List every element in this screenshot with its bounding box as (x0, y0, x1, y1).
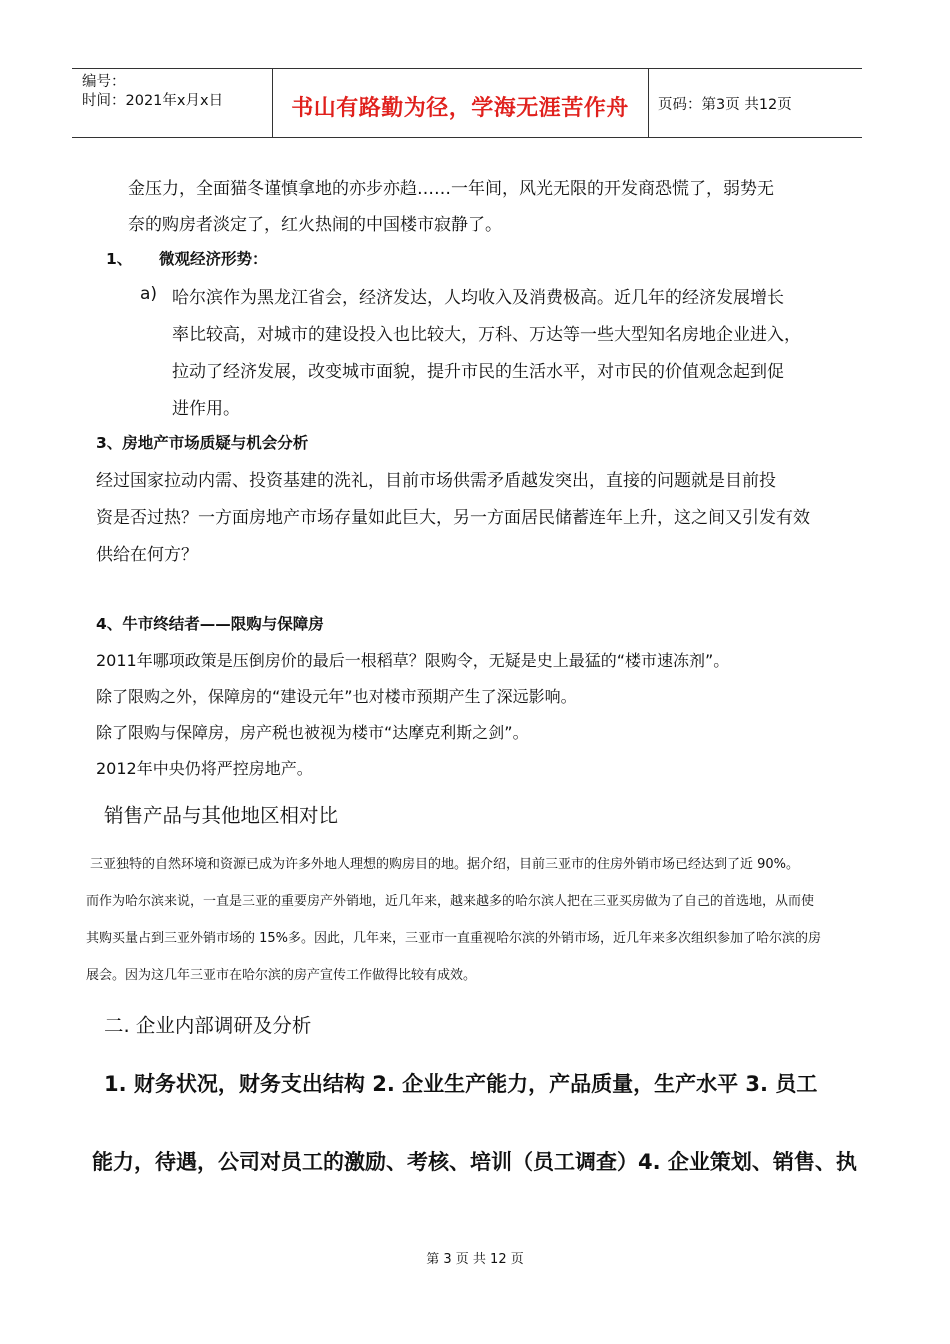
list-item-line: 进作用。 (172, 399, 240, 419)
paragraph-line: 2012年中央仍将严控房地产。 (96, 759, 313, 778)
document-number-label: 编号： (82, 74, 126, 90)
paragraph-line: 资是否过热？一方面房地产市场存量如此巨大，另一方面居民储蓄连年上升，这之间又引发有效 (96, 508, 810, 528)
section-heading: 3、房地产市场质疑与机会分析 (96, 434, 309, 452)
paragraph-line: 其购买量占到三亚外销市场的 15%多。因此，几年来，三亚市一直重视哈尔滨的外销市场，近几年来多次组织参加了哈尔滨的房 (86, 931, 822, 946)
page-footer: 第 3 页 共 12 页 (426, 1252, 524, 1267)
list-item-line: 拉动了经济发展，改变城市面貌，提升市民的生活水平，对市民的价值观念起到促 (172, 362, 784, 382)
paragraph-line: 2011年哪项政策是压倒房价的最后一根稻草？限购令，无疑是史上最猛的“楼市速冻剂”。 (96, 651, 730, 670)
list-item-line: 哈尔滨作为黑龙江省会，经济发达，人均收入及消费极高。近几年的经济发展增长 (172, 288, 784, 308)
section-heading: 销售产品与其他地区相对比 (104, 804, 339, 827)
paragraph-line: 能力，待遇，公司对员工的激励、考核、培训（员工调查）4. 企业策划、销售、执 (92, 1150, 857, 1174)
paragraph-line: 而作为哈尔滨来说，一直是三亚的重要房产外销地，近几年来，越来越多的哈尔滨人把在三亚买房做为了自己的首选地，从而使 (86, 894, 815, 909)
paragraph-line: 1. 财务状况，财务支出结构 2. 企业生产能力，产品质量，生产水平 3. 员工 (104, 1072, 818, 1096)
list-marker: a) (140, 284, 158, 304)
paragraph-line: 除了限购之外，保障房的“建设元年”也对楼市预期产生了深远影响。 (96, 687, 577, 706)
paragraph-line: 三亚独特的自然环境和资源已成为许多外地人理想的购房目的地。据介绍，目前三亚市的住房外销市场已经达到了近 90%。 (90, 857, 800, 872)
paragraph-line: 展会。因为这几年三亚市在哈尔滨的房产宣传工作做得比较有成效。 (86, 968, 477, 983)
list-item-line: 率比较高，对城市的建设投入也比较大，万科、万达等一些大型知名房地企业进入， (172, 325, 801, 345)
section-heading: 4、牛市终结者——限购与保障房 (96, 615, 324, 633)
section-heading: 微观经济形势： (159, 250, 268, 268)
header-meta (82, 73, 223, 111)
header-page-number: 页码：第3页 共12页 (658, 97, 792, 113)
paragraph-line: 经过国家拉动内需、投资基建的洗礼，目前市场供需矛盾越发突出，直接的问题就是目前投 (96, 471, 776, 491)
page-header (72, 68, 862, 138)
header-motto: 书山有路勤为径，学海无涯苦作舟 (291, 96, 629, 121)
section-heading: 二. 企业内部调研及分析 (104, 1014, 312, 1037)
paragraph-line: 供给在何方？ (96, 545, 198, 565)
paragraph-line: 金压力，全面猫冬谨慎拿地的亦步亦趋……一年间，风光无限的开发商恐慌了，弱势无 (128, 179, 774, 199)
section-number: 1、 (106, 250, 133, 268)
paragraph-line: 奈的购房者淡定了，红火热闹的中国楼市寂静了。 (128, 215, 502, 235)
document-date: 时间：2021年x月x日 (82, 93, 224, 109)
paragraph-line: 除了限购与保障房，房产税也被视为楼市“达摩克利斯之剑”。 (96, 723, 529, 742)
header-divider (648, 69, 649, 137)
